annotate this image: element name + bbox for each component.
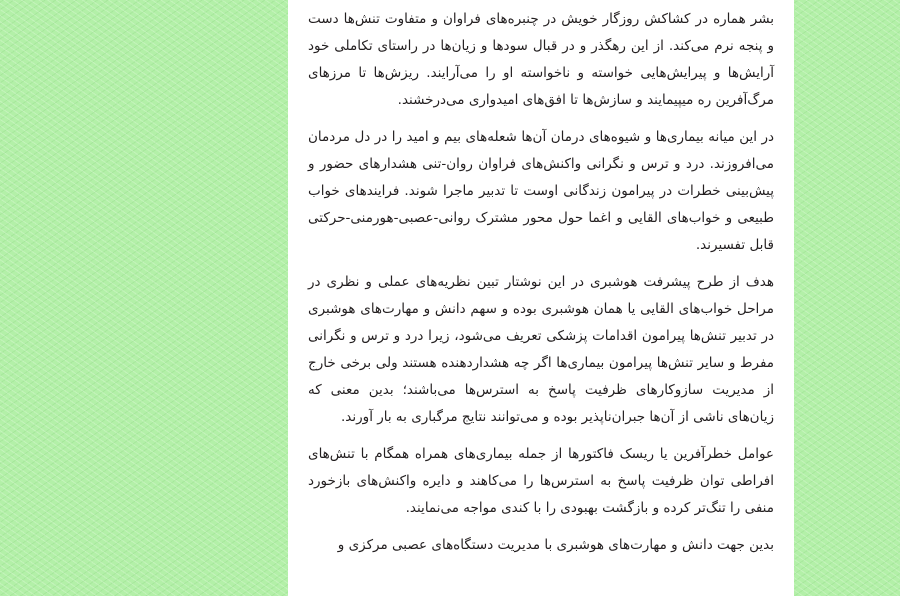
document-page: [288, 0, 794, 596]
paragraph-3: هدف از طرح پیشرفت هوشبری در این نوشتار تبین نظریه‌های عملی و نظری در مراحل خواب‌های القایی یا همان هوشبری بوده و سهم دانش و مهارت‌های هوشبری در تدبیر تنش‌ها پیرامون اقدامات پزشکی تعریف می‌شود، زیرا درد و ترس و نگرانی مفرط و سایر تنش‌ها پیرامون بیماری‌ها اگر چه هشداردهنده هستند ولی برخی خارج از مدیریت سازوکارهای ظرفیت پاسخ به استرس‌ها می‌باشند؛ بدین معنی که زیان‌های ناشی از آن‌ها جبران‌ناپذیر بوده و می‌توانند نتایج مرگباری به بار آورند.: [308, 274, 774, 425]
paragraph-1: بشر هماره در کشاکش روزگار خویش در چنبره‌های فراوان و متفاوت تنش‌ها دست و پنجه نرم می‌کند. از این رهگذر و در قبال سودها و زیان‌ها در راستای تکاملی خود آرایش‌ها و پیرایش‌هایی خواسته و ناخواسته او را می‌آرایند. ریزش‌ها تا مرزهای مرگ‌آفرین ره میپیمایند و سازش‌ها تا افق‌های امیدواری می‌درخشند.: [308, 11, 774, 108]
article-body: [308, 6, 774, 569]
paragraph-5: بدین جهت دانش و مهارت‌های هوشبری با مدیریت دستگاه‌های عصبی مرکزی و: [337, 537, 774, 553]
paragraph-4: عوامل خطرآفرین یا ریسک فاکتورها از جمله بیماری‌های همراه همگام با تنش‌های افراطی توان ظرفیت پاسخ به استرس‌ها را می‌کاهند و دایره واکنش‌های بازخورد منفی را تنگ‌تر کرده و بازگشت بهبودی را با کندی مواجه می‌نمایند.: [308, 446, 774, 516]
paragraph-2: در این میانه بیماری‌ها و شیوه‌های درمان آن‌ها شعله‌های بیم و امید را در دل مردمان می‌افروزند. درد و ترس و نگرانی واکنش‌های فراوان روان-تنی هشدارهای حضور و پیش‌بینی خطرات در پیرامون زندگانی اوست تا تدبیر ماجرا شوند. فرایندهای خواب طبیعی و خواب‌های القایی و اغما حول محور مشترک روانی-عصبی-هورمنی-حرکتی قابل تفسیرند.: [308, 129, 774, 253]
